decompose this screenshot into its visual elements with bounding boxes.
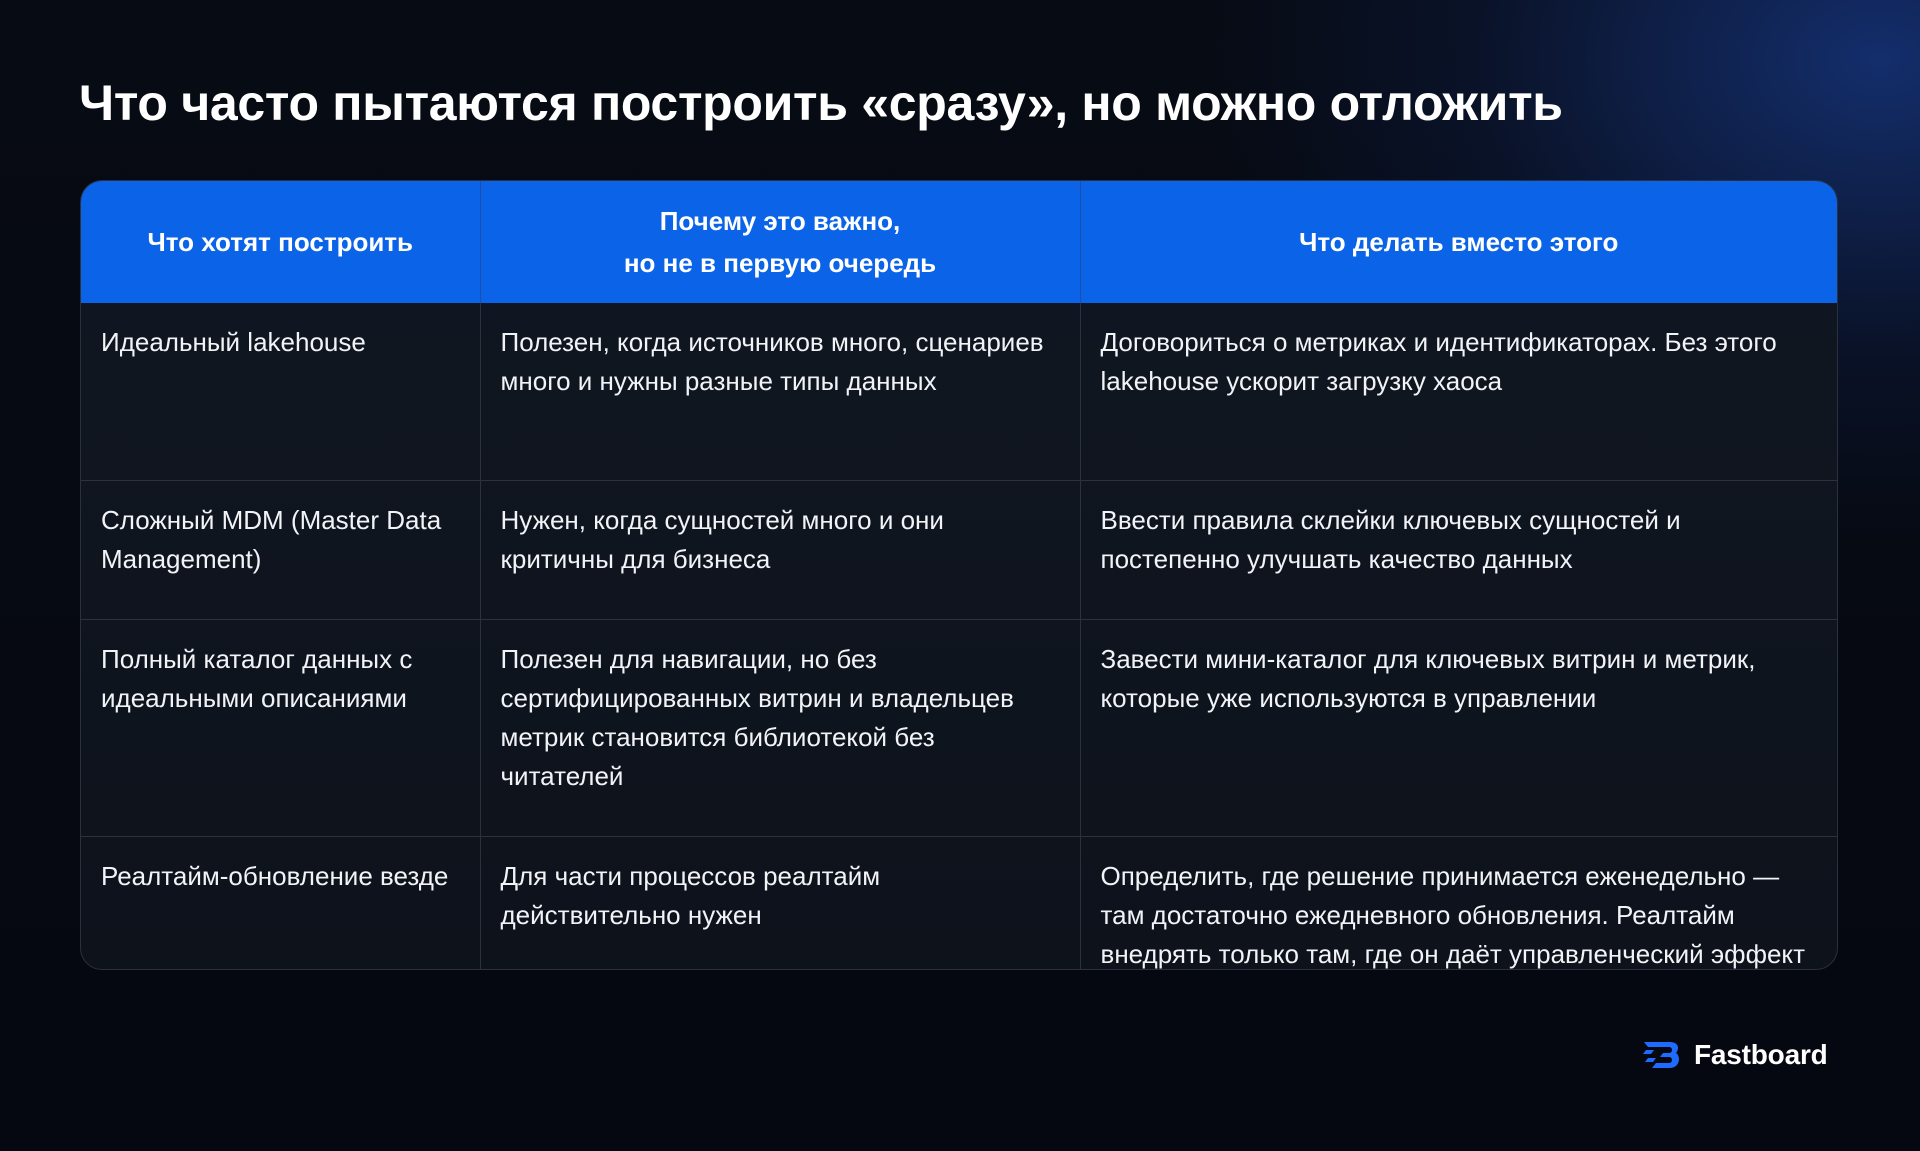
cell-instead: Определить, где решение принимается еженедельно — там достаточно ежедневного обновления. Реалтайм внедрять только там, где он даёт управленческий эффект	[1080, 837, 1837, 971]
table-header-row	[81, 181, 1837, 303]
comparison-table	[80, 180, 1838, 970]
cell-what: Полный каталог данных с идеальными описаниями	[81, 620, 480, 837]
column-header-why	[480, 181, 1080, 303]
table-row	[81, 620, 1837, 837]
column-header-line: Почему это важно,	[659, 206, 901, 236]
table-row	[81, 481, 1837, 620]
cell-what: Реалтайм-обновление везде	[81, 837, 480, 971]
column-header-instead	[1080, 181, 1837, 303]
cell-instead: Ввести правила склейки ключевых сущностей и постепенно улучшать качество данных	[1080, 481, 1837, 620]
table-row	[81, 837, 1837, 971]
column-header-line: Что делать вместо этого	[1299, 227, 1619, 257]
cell-why: Полезен, когда источников много, сценариев много и нужны разные типы данных	[480, 303, 1080, 481]
table-row	[81, 303, 1837, 481]
fastboard-logo-icon	[1640, 1038, 1684, 1072]
column-header-line: но не в первую очередь	[623, 248, 937, 278]
cell-instead: Завести мини-каталог для ключевых витрин и метрик, которые уже используются в управлении	[1080, 620, 1837, 837]
column-header-what	[81, 181, 480, 303]
cell-what: Идеальный lakehouse	[81, 303, 480, 481]
page-title: Что часто пытаются построить «сразу», но можно отложить	[79, 75, 1563, 131]
cell-what: Сложный MDM (Master Data Management)	[81, 481, 480, 620]
brand	[1640, 1038, 1828, 1072]
cell-instead: Договориться о метриках и идентификаторах. Без этого lakehouse ускорит загрузку хаоса	[1100, 327, 1777, 396]
cell-why: Полезен для навигации, но без сертифицированных витрин и владельцев метрик становится библиотекой без читателей	[480, 620, 1080, 837]
column-header-line: Что хотят построить	[147, 227, 414, 257]
cell-why: Нужен, когда сущностей много и они критичны для бизнеса	[480, 481, 1080, 620]
cell-why: Для части процессов реалтайм действительно нужен	[480, 837, 1080, 971]
brand-name: Fastboard	[1694, 1039, 1828, 1070]
